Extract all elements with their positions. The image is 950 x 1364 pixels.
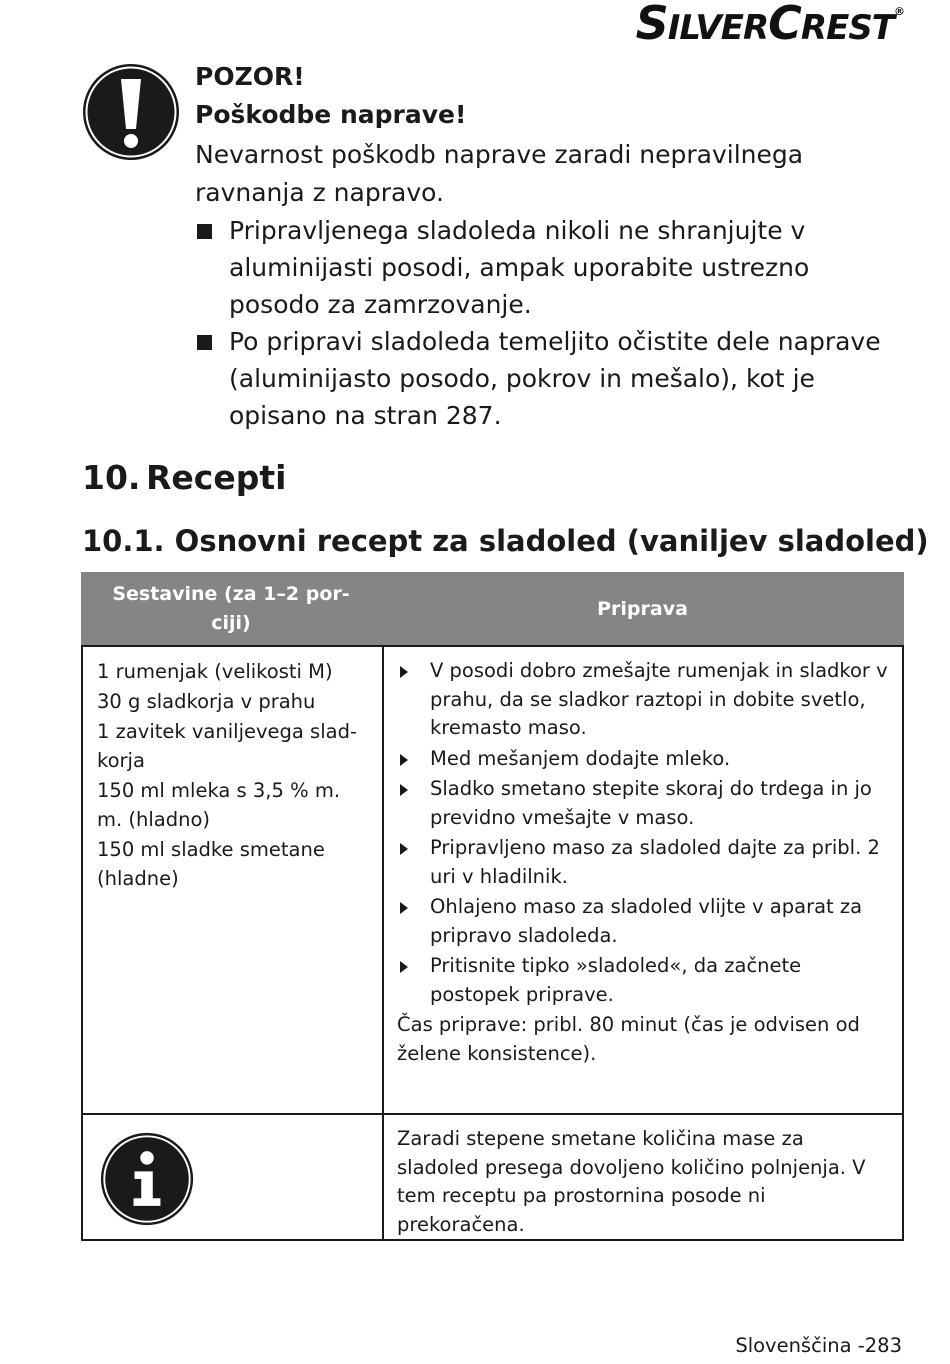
ingredient-item: 30 g sladkorja v prahu xyxy=(97,690,316,713)
ingredient-item: 1 zavitek vaniljevega sladkorja xyxy=(97,720,357,772)
triangle-bullet-icon xyxy=(400,843,408,855)
triangle-bullet-icon xyxy=(400,784,408,796)
ingredient-item: 150 ml mleka s 3,5 % m. m. (hladno) xyxy=(97,779,341,831)
preparation-time: Čas priprave: pribl. 80 minut (čas je odvisen od želene konsistence). xyxy=(397,1013,860,1065)
logo-text-ilver: ILVER xyxy=(667,8,769,48)
column-divider xyxy=(382,647,384,1239)
section-number: 10. xyxy=(82,458,141,497)
warning-text: Nevarnost poškodb naprave zaradi nepravilnega ravnanja z napravo. xyxy=(195,140,804,207)
triangle-bullet-icon xyxy=(400,961,408,973)
step-item: Pripravljeno maso za sladoled dajte za pribl. 2 uri v hladilnik. xyxy=(397,834,897,891)
info-note: Zaradi stepene smetane količina mase za sladoled presega dovoljeno količino polnjenja. V tem receptu pa prostornina posode ni prekoračena. xyxy=(397,1127,866,1236)
row-divider xyxy=(83,1113,902,1115)
recipe-table xyxy=(81,572,904,1241)
logo-letter-s: S xyxy=(635,0,668,50)
warning-list-item: Po pripravi sladoleda temeljito očistite dele naprave (aluminijasto posodo, pokrov in mešalo), kot je opisano na stran 287. xyxy=(195,323,905,434)
logo-text-rest: REST xyxy=(800,8,894,48)
step-item: Med mešanjem dodajte mleko. xyxy=(397,745,897,774)
header-ingredients: Sestavine (za 1–2 porciji) xyxy=(112,582,350,634)
preparation-cell xyxy=(397,657,897,1068)
ingredient-item: 150 ml sladke smetane (hladne) xyxy=(97,838,325,890)
header-preparation: Priprava xyxy=(597,597,688,620)
triangle-bullet-icon xyxy=(400,902,408,914)
step-item: V posodi dobro zmešajte rumenjak in sladkor v prahu, da se sladkor raztopi in dobite svetlo, kremasto maso. xyxy=(397,657,897,743)
table-body xyxy=(81,645,904,1241)
triangle-bullet-icon xyxy=(400,754,408,766)
warning-block xyxy=(195,58,905,434)
ingredients-cell xyxy=(97,657,367,894)
section-title: Recepti xyxy=(146,458,287,497)
ingredient-item: 1 rumenjak (velikosti M) xyxy=(97,660,333,683)
registered-mark: ® xyxy=(894,5,904,18)
warning-list xyxy=(195,212,905,434)
warning-subtitle: Poškodbe naprave! xyxy=(195,100,467,129)
square-bullet-icon xyxy=(197,335,212,350)
warning-list-item: Pripravljenega sladoleda nikoli ne shranjujte v aluminijasti posodi, ampak uporabite ustrezno posodo za zamrzovanje. xyxy=(195,212,905,323)
preparation-steps xyxy=(397,657,897,1009)
logo-letter-c: C xyxy=(768,0,801,50)
warning-title: POZOR! xyxy=(195,62,305,91)
step-item: Sladko smetano stepite skoraj do trdega in jo previdno vmešajte v maso. xyxy=(397,775,897,832)
subsection-heading: 10.1. Osnovni recept za sladoled (vaniljev sladoled) xyxy=(82,524,929,558)
info-icon xyxy=(99,1131,195,1227)
section-heading xyxy=(82,458,286,497)
brand-logo xyxy=(635,0,904,50)
page-footer: Slovenščina -283 xyxy=(735,1334,902,1357)
exclamation-icon xyxy=(81,62,181,162)
triangle-bullet-icon xyxy=(400,666,408,678)
step-item: Pritisnite tipko »sladoled«, da začnete postopek priprave. xyxy=(397,952,897,1009)
step-item: Ohlajeno maso za sladoled vlijte v aparat za pripravo sladoleda. xyxy=(397,893,897,950)
square-bullet-icon xyxy=(197,224,212,239)
